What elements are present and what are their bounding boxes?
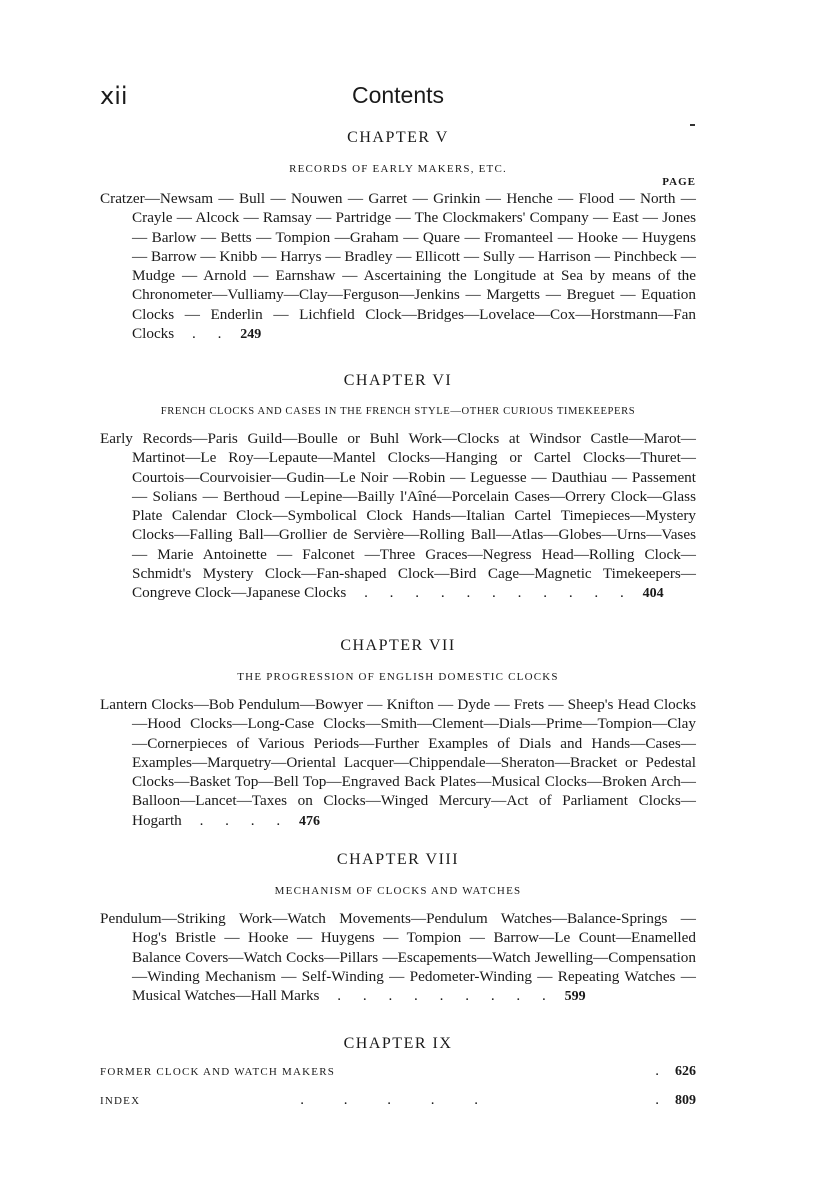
page-number: xii <box>100 82 128 110</box>
dot-leader: . . . . . . . . . <box>337 987 555 1005</box>
dot-leader: . . <box>192 325 231 343</box>
chapter-subtitle: THE PROGRESSION OF ENGLISH DOMESTIC CLOCKS <box>237 671 559 683</box>
page-column-label: PAGE <box>662 176 696 188</box>
chapter-page-number: 599 <box>564 989 586 1005</box>
chapter-title: CHAPTER VII <box>340 637 456 654</box>
toc-entry-former-makers <box>100 1063 696 1080</box>
chapter-ix <box>100 1035 696 1109</box>
chapter-contents-text: Cratzer—Newsam — Bull — Nouwen — Garret — Grinkin — Henche — Flood — North — Crayle — Alcock — Ramsay — Partridge — The Clockmakers' Company — East — Jones — Barlow — Betts — Tompion —Graham — Quare — Fromanteel — Hooke — Huygens — Barrow — Knibb — Harrys — Bradley — Ellicott — Sully — Harrison — Pinchbeck — Mudge — Arnold — Earnshaw — Ascertaining the Longitude at Sea by means of the Chronometer—Vulliamy—Clay—Ferguson—Jenkins — Margetts — Breguet — Equation Clocks — Enderlin — Lichfield Clock—Bridges—Lovelace—Cox—Horstmann—Fan Clocks <box>100 190 696 343</box>
chapter-contents-text: Early Records—Paris Guild—Boulle or Buhl Work—Clocks at Windsor Castle—Marot—Martinot—Le Roy—Lepaute—Mantel Clocks—Hanging or Cartel Clocks—Thuret—Courtois—Courvoisier—Gudin—Le Noir —Robin — Leguesse — Dauthiau — Passement — Solians — Berthoud —Lepine—Bailly l'Aîné—Porcelain Cases—Orrery Clock—Glass Plate Calendar Clock—Symbolical Clock Hands—Italian Cartel Timepieces—Mystery Clocks—Falling Ball—Grollier de Servière—Rolling Ball—Atlas—Globes—Urns—Vases — Marie Antoinette — Falconet —Three Graces—Negress Head—Rolling Clock—Schmidt's Mystery Clock—Fan-shaped Clock—Bird Cage—Magnetic Timekeepers—Congreve Clock—Japanese Clocks <box>100 430 696 602</box>
chapter-contents <box>100 695 696 831</box>
chapter-subtitle: MECHANISM OF CLOCKS AND WATCHES <box>274 885 522 897</box>
chapter-contents <box>100 429 696 604</box>
dot-leader: . <box>655 1063 663 1079</box>
chapter-subtitle: RECORDS OF EARLY MAKERS, ETC. <box>289 163 507 175</box>
page-title: Contents <box>351 82 445 108</box>
running-head <box>100 82 696 116</box>
chapter-page-number: 404 <box>642 586 664 602</box>
chapter-title: CHAPTER V <box>347 129 449 146</box>
chapter-title: CHAPTER IX <box>343 1035 453 1052</box>
chapter-v <box>100 129 696 344</box>
chapter-page-number: 249 <box>240 327 262 343</box>
toc-entry-index <box>100 1092 696 1109</box>
dot-leader-end: . <box>655 1092 663 1108</box>
print-mark <box>690 124 695 126</box>
chapter-contents-text: Lantern Clocks—Bob Pendulum—Bowyer — Knifton — Dyde — Frets — Sheep's Head Clocks—Hood Clocks—Long-Case Clocks—Smith—Clement—Dials—Prime—Tompion—Clay—Cornerpieces of Various Periods—Further Examples of Dials and Hands—Cases—Examples—Marquetry—Oriental Lacquer—Chippendale—Sheraton—Bracket or Pedestal Clocks—Basket Top—Bell Top—Engraved Back Plates—Musical Clocks—Broken Arch—Balloon—Lancet—Taxes on Clocks—Winged Mercury—Act of Parliament Clocks—Hogarth <box>100 696 696 829</box>
dot-leader: . . . . . . . . . . . <box>364 584 633 602</box>
toc-entry-label: FORMER CLOCK AND WATCH MAKERS <box>100 1066 336 1078</box>
chapter-page-number: 476 <box>298 813 320 829</box>
chapter-contents <box>100 189 696 344</box>
toc-entry-page: 626 <box>675 1064 696 1079</box>
toc-entry-label: INDEX <box>100 1095 141 1107</box>
chapter-contents-text: Pendulum—Striking Work—Watch Movements—Pendulum Watches—Balance-Springs — Hog's Bristle — Hooke — Huygens — Tompion — Barrow—Le Count—Enamelled Balance Covers—Watch Cocks—Pillars —Escapements—Watch Jewelling—Compensation—Winding Mechanism — Self-Winding — Pedometer-Winding — Repeating Watches — Musical Watches—Hall Marks <box>100 910 696 1005</box>
dot-leader: . . . . <box>199 811 290 829</box>
chapter-vii <box>100 637 696 831</box>
chapter-viii <box>100 851 696 1006</box>
chapter-subtitle: FRENCH CLOCKS AND CASES IN THE FRENCH STYLE—OTHER CURIOUS TIMEKEEPERS <box>160 406 636 417</box>
dot-leader: . . . . . <box>300 1092 496 1108</box>
chapter-vi <box>100 372 696 604</box>
chapter-title: CHAPTER VIII <box>336 851 460 868</box>
chapter-contents <box>100 909 696 1006</box>
toc-entry-page: 809 <box>675 1093 696 1108</box>
chapter-title: CHAPTER VI <box>343 372 453 389</box>
